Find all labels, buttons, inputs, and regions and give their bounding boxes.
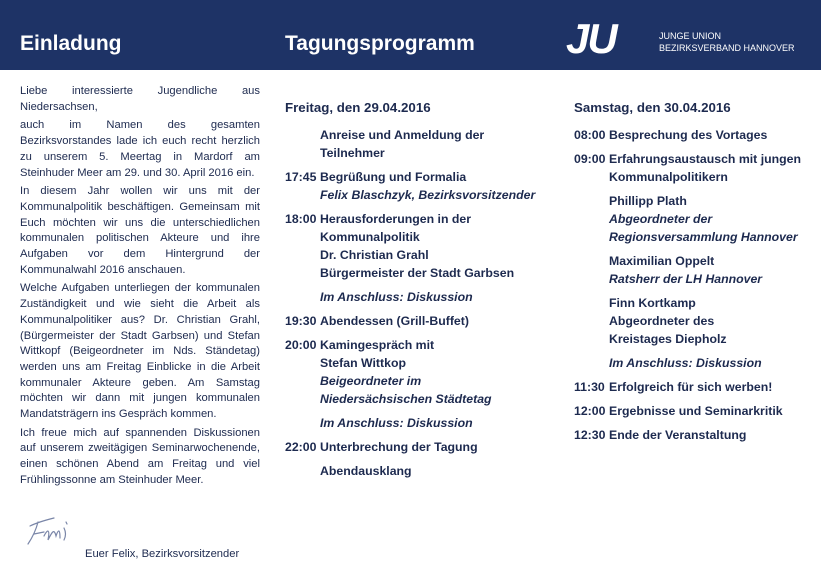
letter-paragraph: auch im Namen des gesamten Bezirksvorstandes lade ich euch recht herzlich zu unserem 5. Meertag in Mardorf am Steinhuder Meer am 29. und 30. April 2016 ein.: [20, 119, 260, 179]
program-title: Tagungsprogramm: [285, 32, 475, 55]
schedule-line: Finn Kortkamp: [609, 296, 696, 310]
schedule-line: Begrüßung und Formalia: [320, 170, 467, 184]
schedule-time: 22:00: [285, 440, 317, 454]
schedule-time: 19:30: [285, 314, 317, 328]
schedule-item: [285, 168, 550, 204]
schedule-line: Kommunalpolitik: [320, 230, 420, 244]
schedule-line: Regionsversammlung Hannover: [609, 230, 798, 244]
schedule-time: 18:00: [285, 212, 317, 226]
schedule-line: Ende der Veranstaltung: [609, 428, 747, 442]
schedule-line: Herausforderungen in der: [320, 212, 472, 226]
schedule-line: Ratsherr der LH Hannover: [609, 272, 763, 286]
schedule-item: [574, 426, 814, 444]
schedule-line: Beigeordneter im: [320, 374, 422, 388]
schedule-time: 20:00: [285, 338, 317, 352]
schedule-line: Maximilian Oppelt: [609, 254, 715, 268]
letter-paragraph: Welche Aufgaben unterliegen der kommunalen Zuständigkeit und wie sieht die Arbeit als Kommunalpolitiker aus? Dr. Christian Grahl, (Bürgermeister der Stadt Garbsen) und Stefan Wittkopf (Beigeordneter im Nds. Ständetag) werden uns am Freitag Einblicke in die Arbeit kommunaler Akteure geben. Am Samstag möchten wir dann mit jungen kommunalen Mandatsträgern ins Gespräch kommen.: [20, 282, 260, 421]
schedule-time: 17:45: [285, 170, 317, 184]
schedule-line: Im Anschluss: Diskussion: [320, 290, 473, 304]
schedule-line: Kreistages Diepholz: [609, 332, 727, 346]
schedule-line: Dr. Christian Grahl: [320, 248, 429, 262]
schedule-item: [574, 378, 814, 396]
schedule-line: Unterbrechung der Tagung: [320, 440, 478, 454]
schedule-item: [574, 150, 814, 372]
schedule-line: Anreise und Anmeldung der: [320, 128, 485, 142]
schedule-line: Abgeordneter der: [609, 212, 713, 226]
schedule-time: 08:00: [574, 128, 606, 142]
schedule-line: Abendessen (Grill-Buffet): [320, 314, 469, 328]
schedule-line: Kamingespräch mit: [320, 338, 435, 352]
schedule-time: 09:00: [574, 152, 606, 166]
header-bar: [0, 0, 821, 70]
schedule-time: 12:00: [574, 404, 606, 418]
schedule-line: Felix Blaschzyk, Bezirksvorsitzender: [320, 188, 536, 202]
invitation-title: Einladung: [20, 32, 122, 55]
letter-paragraph: Liebe interessierte Jugendliche aus Niedersachsen,: [20, 85, 260, 113]
schedule-time: 11:30: [574, 380, 605, 394]
friday-heading: Freitag, den 29.04.2016: [285, 100, 431, 115]
schedule-line: Im Anschluss: Diskussion: [609, 356, 762, 370]
org-line-2: BEZIRKSVERBAND HANNOVER: [659, 43, 795, 53]
schedule-line: Phillipp Plath: [609, 194, 687, 208]
schedule-item: [574, 402, 814, 420]
schedule-line: Stefan Wittkop: [320, 356, 406, 370]
schedule-line: Niedersächsischen Städtetag: [320, 392, 492, 406]
schedule-line: Erfolgreich für sich werben!: [609, 380, 773, 394]
schedule-line: Erfahrungsaustausch mit jungen: [609, 152, 801, 166]
schedule-line: Im Anschluss: Diskussion: [320, 416, 473, 430]
friday-schedule: [285, 126, 550, 486]
schedule-item: [285, 312, 550, 330]
schedule-item: [285, 126, 550, 162]
schedule-line: Teilnehmer: [320, 146, 385, 160]
schedule-line: Ergebnisse und Seminarkritik: [609, 404, 783, 418]
sign-off: Euer Felix, Bezirksvorsitzender: [85, 548, 240, 560]
letter-paragraph: In diesem Jahr wollen wir uns mit der Kommunalpolitik beschäftigen. Gemeinsam mit Euch möchten wir uns die unterschiedlichen kommunalen politischen Akteure und ihre Aufgaben vor dem Hintergrund der Kommunalwahl 2016 anschauen.: [20, 185, 260, 276]
schedule-item: [285, 438, 550, 480]
ju-logo: JU: [566, 15, 616, 62]
schedule-line: Kommunalpolitikern: [609, 170, 728, 184]
organization-name: [659, 30, 795, 54]
letter-paragraph: Ich freue mich auf spannenden Diskussionen auf unserem zweitägigen Seminarwochenende, einen schönen Abend am Freitag und viel Frühlingssonne am Steinhuder Meer.: [20, 426, 260, 486]
saturday-heading: Samstag, den 30.04.2016: [574, 100, 731, 115]
schedule-item: [285, 210, 550, 306]
schedule-time: 12:30: [574, 428, 606, 442]
schedule-item: [285, 336, 550, 432]
schedule-line: Bürgermeister der Stadt Garbsen: [320, 266, 515, 280]
schedule-line: Abgeordneter des: [609, 314, 715, 328]
schedule-line: Abendausklang: [320, 464, 412, 478]
invitation-letter: [20, 84, 260, 492]
handwritten-signature: [24, 514, 74, 548]
saturday-schedule: [574, 126, 814, 450]
schedule-line: Besprechung des Vortages: [609, 128, 768, 142]
org-line-1: JUNGE UNION: [659, 31, 722, 41]
schedule-item: [574, 126, 814, 144]
